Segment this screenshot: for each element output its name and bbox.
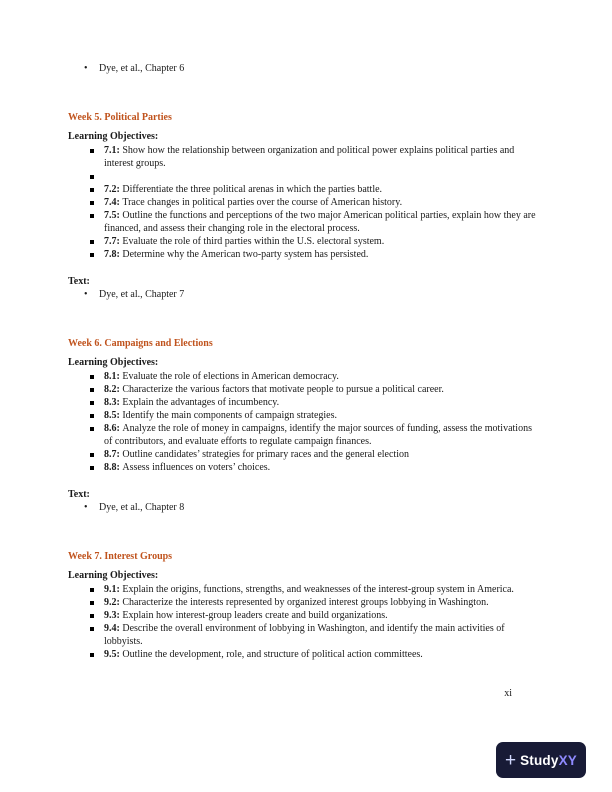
reading-text: Dye, et al., Chapter 8	[99, 502, 185, 513]
objective-text: 7.5: Outline the functions and perceptions of the two major American political parties, explain how they are financed, and assess their changing role in the electoral process.	[104, 210, 536, 234]
reading-text: Dye, et al., Chapter 6	[99, 63, 185, 74]
square-bullet-icon	[90, 614, 94, 618]
reading-item	[68, 501, 540, 514]
objective-text: 8.2: Characterize the various factors that motivate people to pursue a political career.	[104, 384, 444, 395]
objective-number: 7.5:	[104, 210, 123, 221]
document-page-content	[68, 62, 540, 700]
objective-number: 8.5:	[104, 410, 123, 421]
objective-item	[68, 583, 540, 596]
page-number: xi	[504, 688, 512, 699]
objective-number: 9.4:	[104, 623, 123, 634]
objective-item	[68, 370, 540, 383]
square-bullet-icon	[90, 588, 94, 592]
objective-number: 8.2:	[104, 384, 123, 395]
objective-item	[68, 448, 540, 461]
week-heading: Week 7. Interest Groups	[68, 551, 173, 562]
square-bullet-icon	[90, 466, 94, 470]
objective-item	[68, 609, 540, 622]
text-heading: Text:	[68, 489, 90, 500]
square-bullet-icon	[90, 401, 94, 405]
learning-objectives-heading: Learning Objectives:	[68, 357, 159, 368]
objective-text: 9.5: Outline the development, role, and structure of political action committees.	[104, 649, 423, 660]
square-bullet-icon	[90, 427, 94, 431]
round-bullet-icon: •	[84, 289, 88, 300]
objective-item	[68, 396, 540, 409]
objective-number: 8.7:	[104, 449, 123, 460]
learning-objectives-heading: Learning Objectives:	[68, 570, 159, 581]
week-heading: Week 5. Political Parties	[68, 112, 172, 123]
square-bullet-icon	[90, 188, 94, 192]
objective-text: 8.3: Explain the advantages of incumbency.	[104, 397, 280, 408]
text-heading: Text:	[68, 276, 90, 287]
objective-item	[68, 235, 540, 248]
objective-number: 9.2:	[104, 597, 123, 608]
objective-text: 7.8: Determine why the American two-party system has persisted.	[104, 249, 369, 260]
week-section	[68, 337, 540, 514]
square-bullet-icon	[90, 149, 94, 153]
objective-item	[68, 422, 540, 448]
objective-item	[68, 248, 540, 261]
square-bullet-icon	[90, 653, 94, 657]
round-bullet-icon: •	[84, 63, 88, 74]
studyxy-logo	[496, 742, 586, 778]
square-bullet-icon	[90, 175, 94, 179]
objective-number: 8.8:	[104, 462, 123, 473]
objective-text: 7.4: Trace changes in political parties over the course of American history.	[104, 197, 403, 208]
objective-item	[68, 383, 540, 396]
plus-icon: +	[504, 749, 517, 771]
objective-item	[68, 596, 540, 609]
week-section	[68, 550, 540, 661]
objective-number: 7.1:	[104, 145, 123, 156]
logo-text-xy: XY	[558, 752, 578, 768]
square-bullet-icon	[90, 388, 94, 392]
intro-reading-item	[68, 62, 540, 75]
square-bullet-icon	[90, 253, 94, 257]
week-heading: Week 6. Campaigns and Elections	[68, 338, 213, 349]
square-bullet-icon	[90, 414, 94, 418]
objective-item	[68, 648, 540, 661]
objective-text: 9.4: Describe the overall environment of lobbying in Washington, and identify the main activities of lobbyists.	[104, 623, 505, 647]
objective-text: 8.7: Outline candidates’ strategies for primary races and the general election	[104, 449, 409, 460]
objective-item	[68, 622, 540, 648]
square-bullet-icon	[90, 201, 94, 205]
round-bullet-icon: •	[84, 502, 88, 513]
objective-text: 8.5: Identify the main components of campaign strategies.	[104, 410, 338, 421]
objective-item	[68, 183, 540, 196]
objective-text: 8.1: Evaluate the role of elections in American democracy.	[104, 371, 339, 382]
reading-item	[68, 288, 540, 301]
objective-text: 7.1: Show how the relationship between organization and political power explains political parties and interest groups.	[104, 145, 515, 169]
square-bullet-icon	[90, 627, 94, 631]
objective-number: 9.3:	[104, 610, 123, 621]
objective-text: 9.3: Explain how interest-group leaders create and build organizations.	[104, 610, 388, 621]
week-sections-container	[68, 111, 540, 661]
objective-number: 7.7:	[104, 236, 123, 247]
objective-number: 9.1:	[104, 584, 123, 595]
logo-text-study: Study	[520, 752, 559, 768]
objective-number: 8.6:	[104, 423, 123, 434]
learning-objectives-heading: Learning Objectives:	[68, 131, 159, 142]
square-bullet-icon	[90, 453, 94, 457]
objective-number: 9.5:	[104, 649, 123, 660]
objective-number: 7.4:	[104, 197, 123, 208]
square-bullet-icon	[90, 601, 94, 605]
objective-number: 7.2:	[104, 184, 123, 195]
objective-item	[68, 461, 540, 474]
square-bullet-icon	[90, 240, 94, 244]
objective-item	[68, 170, 540, 183]
reading-text: Dye, et al., Chapter 7	[99, 289, 185, 300]
objective-text: 7.2: Differentiate the three political arenas in which the parties battle.	[104, 184, 383, 195]
objective-item	[68, 196, 540, 209]
objective-text: 8.6: Analyze the role of money in campaigns, identify the major sources of funding, assess the motivations of contributors, and evaluate efforts to regulate campaign finances.	[104, 423, 532, 447]
objective-item	[68, 209, 540, 235]
square-bullet-icon	[90, 214, 94, 218]
square-bullet-icon	[90, 375, 94, 379]
week-section	[68, 111, 540, 301]
objective-text: 9.2: Characterize the interests represented by organized interest groups lobbying in Washington.	[104, 597, 489, 608]
objective-number: 8.3:	[104, 397, 123, 408]
objective-item	[68, 144, 540, 170]
objective-number: 7.8:	[104, 249, 123, 260]
objective-number: 8.1:	[104, 371, 123, 382]
objective-text: 7.7: Evaluate the role of third parties within the U.S. electoral system.	[104, 236, 385, 247]
objective-text: 8.8: Assess influences on voters’ choices.	[104, 462, 271, 473]
objective-text: 9.1: Explain the origins, functions, strengths, and weaknesses of the interest-group system in America.	[104, 584, 514, 595]
objective-item	[68, 409, 540, 422]
